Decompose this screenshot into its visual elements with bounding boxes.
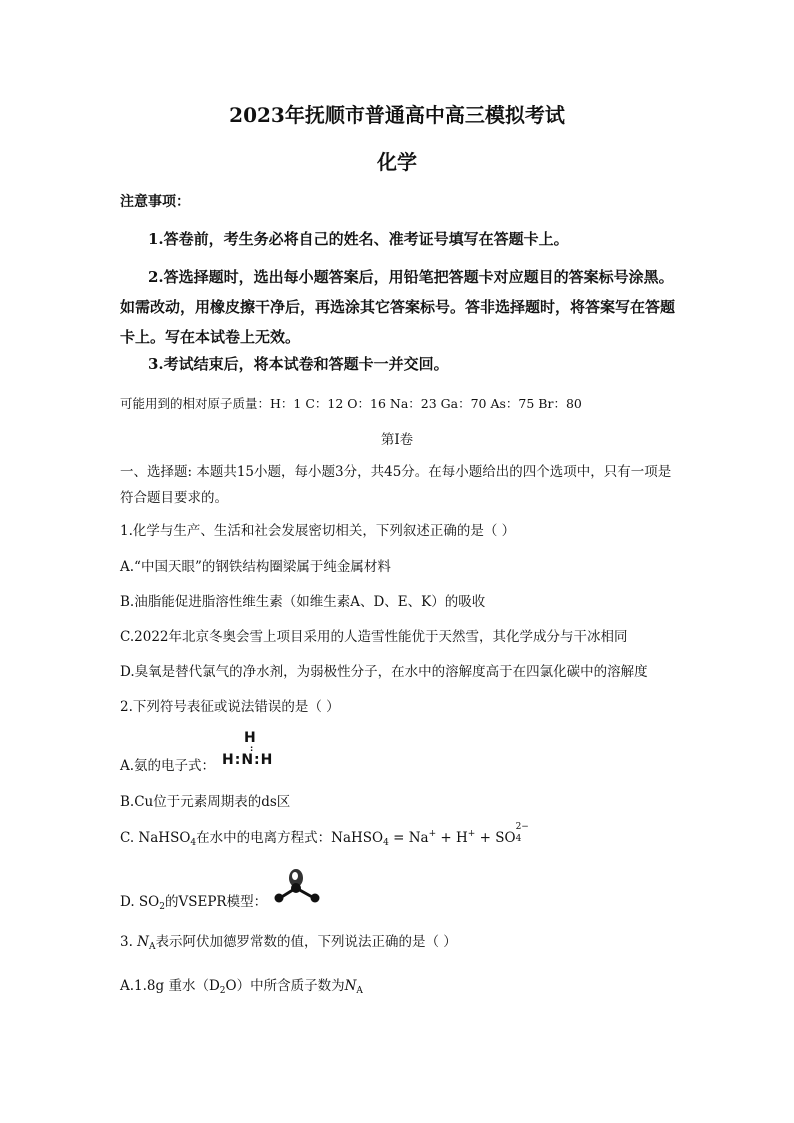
section-instructions: 一、选择题: 本题共15小题，每小题3分，共45分。在每小题给出的四个选项中，只有一项是符合题目要求的。 [120,464,672,506]
ammonia-top-h: H [244,730,256,746]
q3-avogadro-sub: A [148,942,156,952]
q3-number: 3. [120,934,138,950]
q3-a-avogadro: N [344,978,357,994]
q2-option-c [120,822,530,848]
q3-a-suffix: ）中所含质子数为 [236,978,345,994]
q3-a-avogadro-sub: A [356,986,363,996]
c-formula: C. NaHSO [120,830,191,846]
q2-option-a [120,754,215,774]
page-title: 2023年抚顺市普通高中高三模拟考试 [229,103,565,127]
so2-vsepr-model-icon [270,866,326,906]
d-formula: D. SO [120,894,160,910]
q2-stem: 2.下列符号表征或说法错误的是（ ） [120,699,340,715]
atomic-masses: 可能用到的相对原子质量：H：1 C：12 O：16 Na：23 Ga：70 As：75 Br：80 [120,396,582,411]
part-label: 第Ⅰ卷 [380,432,414,448]
q3-stem-text: 表示阿伏加德罗常数的值，下列说法正确的是（ ） [155,934,457,950]
c-label: 在水中的电离方程式： [196,830,332,846]
q3-a-d: D [208,978,220,994]
q2-option-b: B.Cu位于元素周期表的ds区 [120,794,291,810]
q1-option-b: B.油脂能促进脂溶性维生素（如维生素A、D、E、K）的吸收 [120,594,486,610]
ammonia-electron-formula: H : H:N:H [222,730,282,768]
notice-item-1: 1.答卷前，考生务必将自己的姓名、准考证号填写在答题卡上。 [148,230,569,248]
c-eq-h: + H [436,830,468,846]
q1-option-a: A.“中国天眼”的钢铁结构圈梁属于纯金属材料 [120,559,391,575]
c-eq-so-charge: 2− [515,822,529,832]
q1-option-d: D.臭氧是替代氯气的净水剂，为弱极性分子，在水中的溶解度高于在四氯化碳中的溶解度 [120,664,648,680]
notice-heading: 注意事项： [120,194,190,210]
q3-stem [120,930,457,952]
subject-title: 化学 [377,150,417,174]
notice-item-2: 2.答选择题时，选出每小题答案后，用铅笔把答题卡对应题目的答案标号涂黑。如需改动，用橡皮擦干净后，再选涂其它答案标号。答非选择题时，将答案写在答题卡上。写在本试卷上无效。 [120,268,676,346]
d-formula-sub: 2 [159,902,165,912]
q1-stem: 1.化学与生产、生活和社会发展密切相关，下列叙述正确的是（ ） [120,523,516,539]
c-eq-na: = Na [388,830,429,846]
notice-item-3: 3.考试结束后，将本试卷和答题卡一并交回。 [148,355,449,373]
d-label: 的VSEPR模型： [164,894,268,910]
c-eq-left-sub: 4 [383,838,389,848]
ammonia-row: H:N:H [222,752,274,768]
q3-option-a [120,974,363,996]
q1-option-c: C.2022年北京冬奥会雪上项目采用的人造雪性能优于天然雪，其化学成分与干冰相同 [120,629,628,645]
c-eq-na-charge: + [428,829,437,839]
c-formula-sub: 4 [190,838,197,848]
c-eq-so-sub: 4 [515,834,522,844]
q3-a-o: O [225,978,237,994]
q2-option-d [120,890,267,912]
c-eq-left: NaHSO [331,830,384,846]
q3-avogadro: N [137,934,149,950]
q3-a-d-sub: 2 [219,986,226,996]
c-eq-so: + SO [475,830,516,846]
q2-option-a-label: A.氨的电子式： [120,758,216,774]
c-eq-h-charge: + [467,829,476,839]
q3-a-prefix: A.1.8g 重水（ [120,978,209,994]
